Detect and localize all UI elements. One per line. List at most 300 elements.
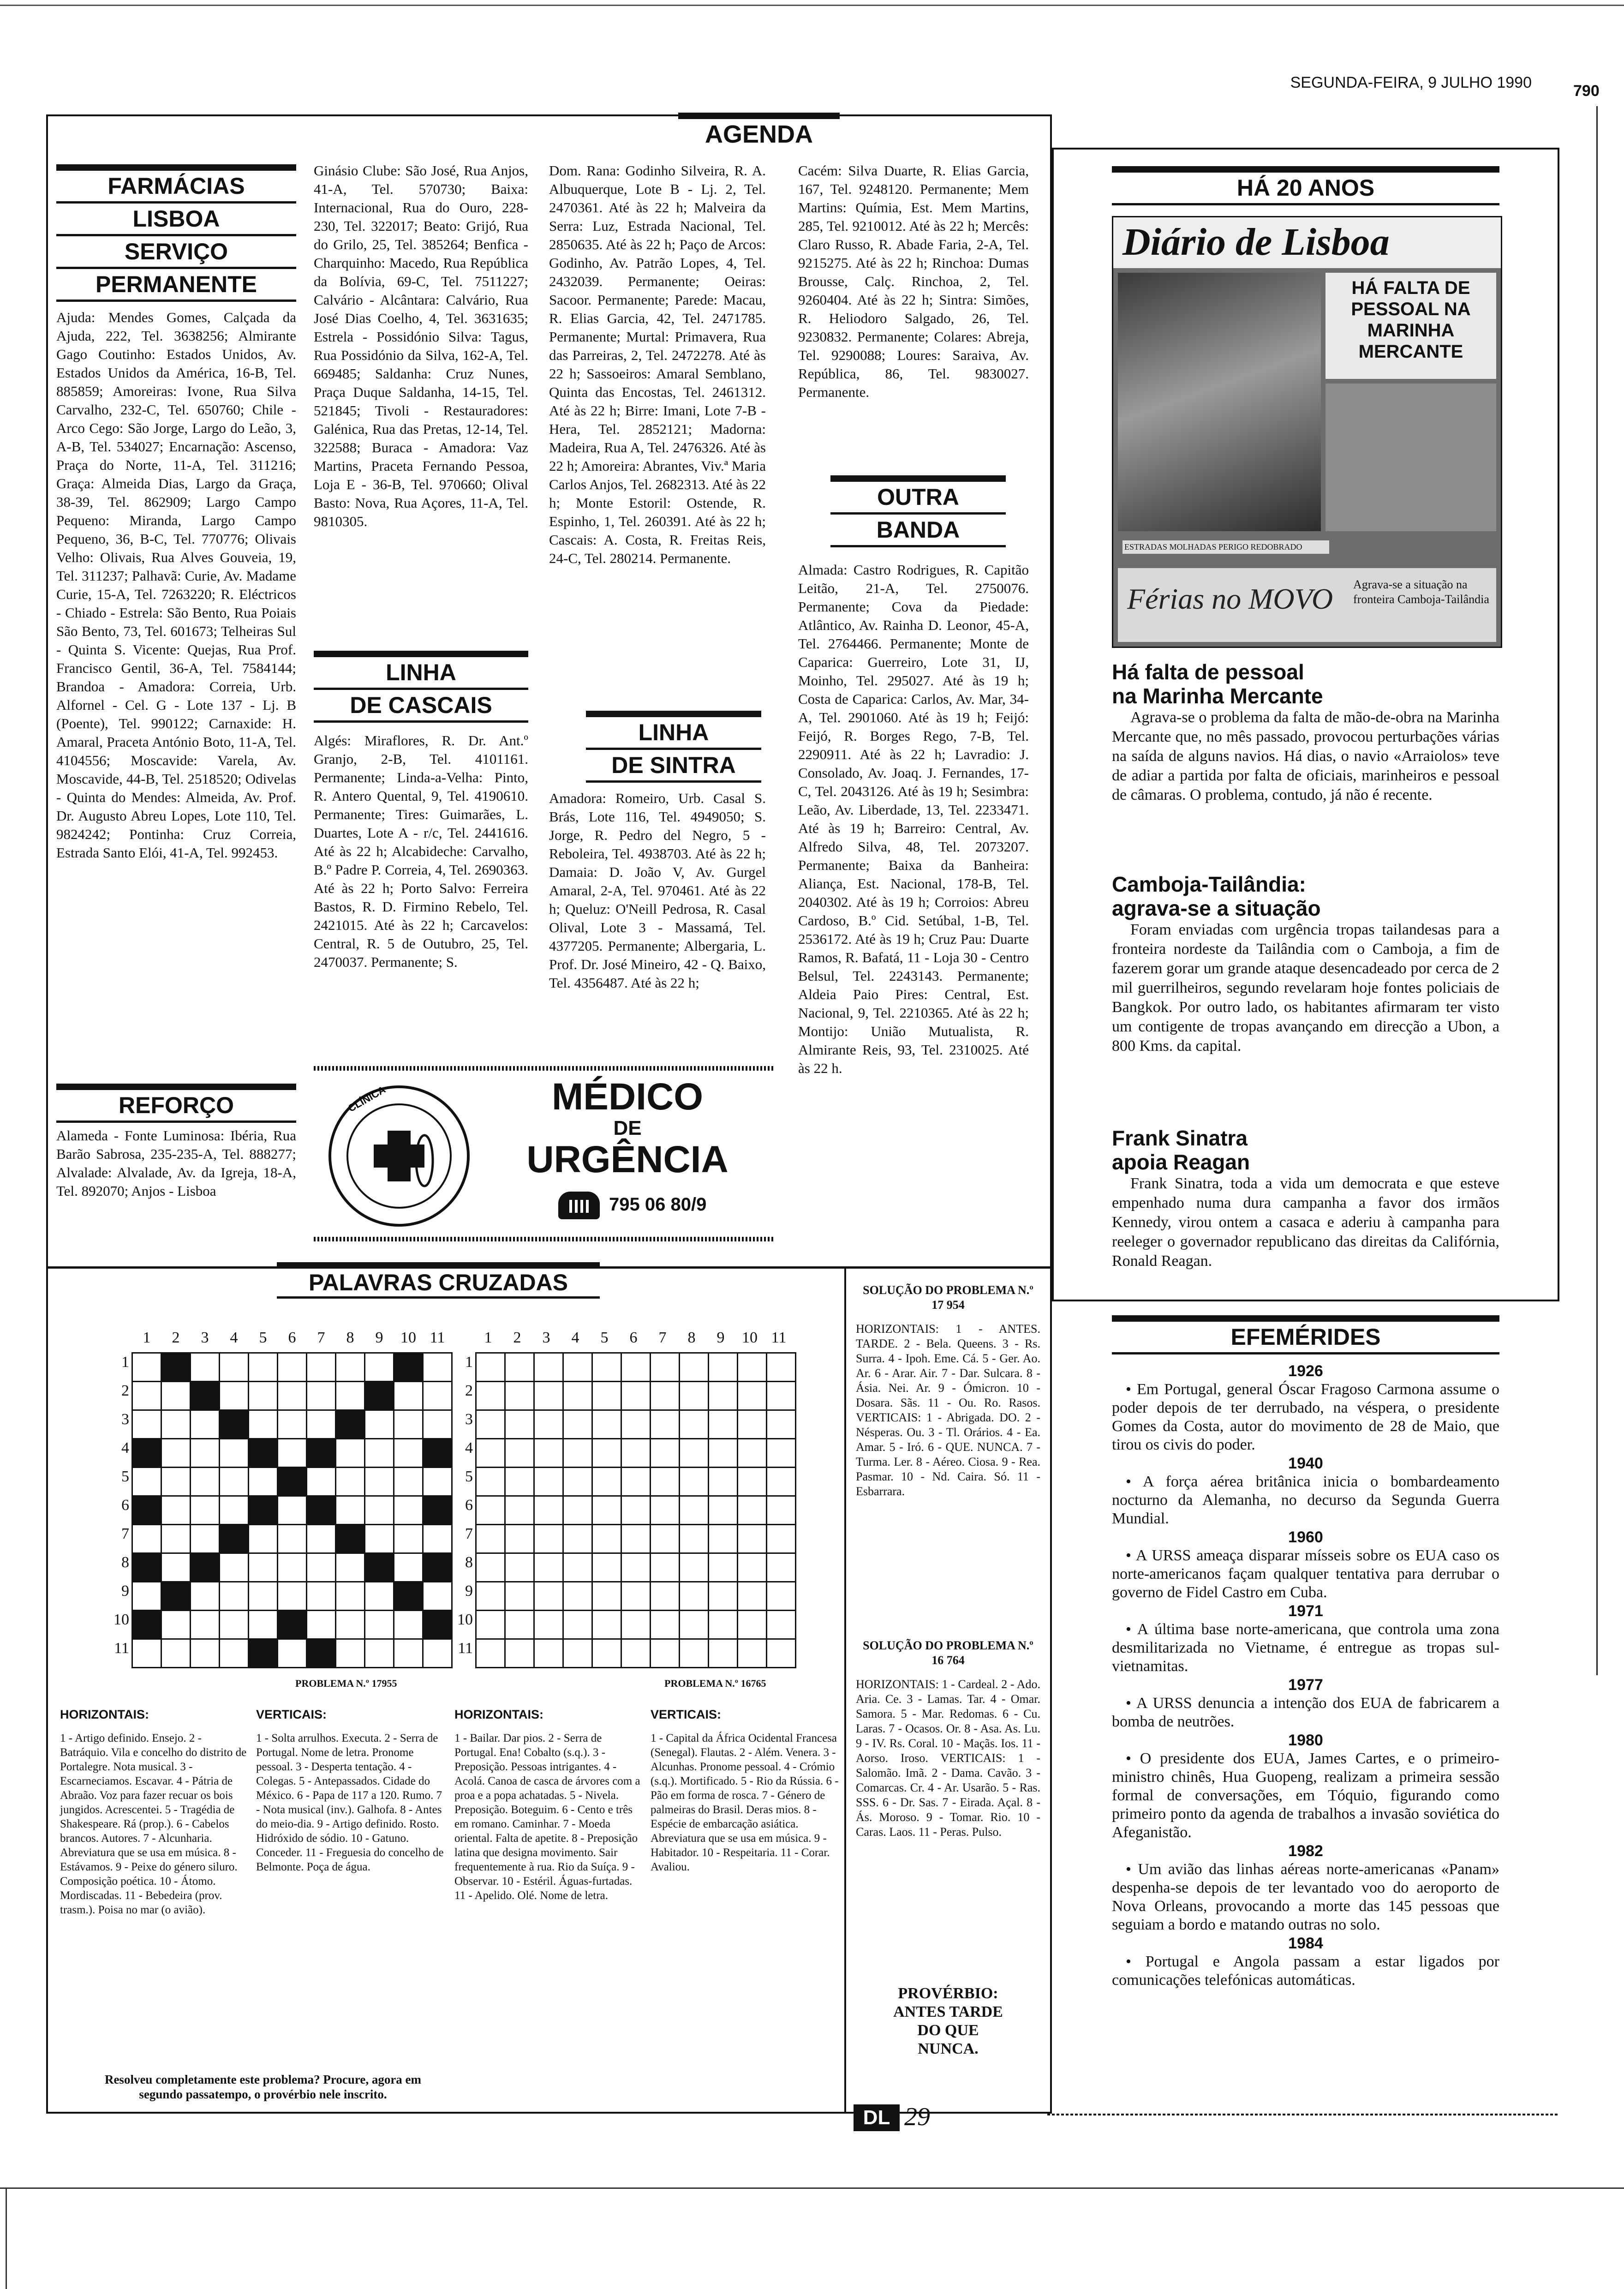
crossword-cell[interactable] <box>394 1496 423 1525</box>
crossword-cell[interactable] <box>132 1353 161 1382</box>
crossword-cell[interactable] <box>563 1582 592 1611</box>
crossword-cell[interactable] <box>249 1353 278 1382</box>
crossword-cell[interactable] <box>220 1553 249 1582</box>
efemerides-bottom-rule <box>1047 2114 1559 2115</box>
crossword-cell[interactable] <box>220 1382 249 1410</box>
crossword-cell[interactable] <box>476 1353 505 1382</box>
crossword-cell[interactable] <box>709 1439 738 1468</box>
crossword-cell[interactable] <box>220 1496 249 1525</box>
p1-horizontais <box>60 1708 249 1917</box>
crossword-cell[interactable] <box>621 1353 651 1382</box>
crossword-cell[interactable] <box>680 1382 709 1410</box>
crossword-cell[interactable] <box>191 1496 220 1525</box>
solucao-2-text: HORIZONTAIS: 1 - Cardeal. 2 - Ado. Aria. Ce. 3 - Lamas. Tar. 4 - Omar. Samora. 5 - Mar. Redomas. 6 - Cu. Laras. 7 - Ocasos. Or. 8 - Asa. As. Lu. 9 - IV. Rs. Coral. 10 - Maçãs. Ios. 11 - Aorso. Iroso. VERTICAIS: 1 - Salomão. Imã. 2 - Dama. Cavão. 3 - Comarcas. Cr. 4 - Ar. Usarão. 5 - Ras. SSS. 6 - Dr. Sas. 7 - Eirada. Açal. 8 - Ás. Moroso. 9 - Tomar. Rio. 10 - Caras. Laos. 11 - Peras. Pulso. <box>856 1678 1040 1839</box>
row-number: 2 <box>121 1382 129 1399</box>
article-2-headline-1: Camboja-Tailândia: <box>1112 872 1306 896</box>
crossword-cell[interactable] <box>132 1639 161 1668</box>
crossword-cell[interactable] <box>191 1639 220 1668</box>
column-number: 11 <box>430 1329 445 1346</box>
solucao-1-title: SOLUÇÃO DO PROBLEMA N.º 17 954 <box>863 1283 1033 1312</box>
crossword-cell[interactable] <box>161 1582 191 1611</box>
crossword-cell[interactable] <box>336 1639 365 1668</box>
crossword-grid-2[interactable] <box>475 1352 796 1668</box>
proverbio-line-1: ANTES TARDE <box>893 2003 1003 2020</box>
crossword-cell[interactable] <box>249 1611 278 1639</box>
cascais-title-2: DE CASCAIS <box>314 690 528 723</box>
crossword-cell[interactable] <box>592 1468 621 1496</box>
crossword-cell[interactable] <box>132 1382 161 1410</box>
crossword-cell[interactable] <box>307 1496 336 1525</box>
crossword-cell[interactable] <box>249 1382 278 1410</box>
crossword-cell[interactable] <box>621 1439 651 1468</box>
crossword-cell[interactable] <box>534 1439 563 1468</box>
crossword-cell[interactable] <box>132 1439 161 1468</box>
grid1-label: PROBLEMA N.º 17955 <box>295 1678 397 1689</box>
crossword-cell[interactable] <box>651 1611 680 1639</box>
crossword-cell[interactable] <box>278 1382 307 1410</box>
crossword-cell[interactable] <box>563 1611 592 1639</box>
crossword-cell[interactable] <box>278 1353 307 1382</box>
crossword-cell[interactable] <box>534 1582 563 1611</box>
crossword-cell[interactable] <box>592 1439 621 1468</box>
crossword-cell[interactable] <box>336 1582 365 1611</box>
crossword-cell[interactable] <box>621 1639 651 1668</box>
crossword-cell[interactable] <box>423 1639 452 1668</box>
crossword-cell[interactable] <box>365 1496 394 1525</box>
crossword-cell[interactable] <box>278 1639 307 1668</box>
crossword-cell[interactable] <box>680 1496 709 1525</box>
farmacias-title: FARMÁCIAS <box>56 164 296 204</box>
crossword-cell[interactable] <box>476 1468 505 1496</box>
crossword-cell[interactable] <box>709 1639 738 1668</box>
crossword-cell[interactable] <box>534 1382 563 1410</box>
crossword-cell[interactable] <box>476 1525 505 1553</box>
crossword-cell[interactable] <box>767 1496 796 1525</box>
crossword-cell[interactable] <box>423 1582 452 1611</box>
crossword-cell[interactable] <box>709 1382 738 1410</box>
crossword-cell[interactable] <box>249 1582 278 1611</box>
crossword-cell[interactable] <box>592 1639 621 1668</box>
crossword-cell[interactable] <box>220 1525 249 1553</box>
crossword-cell[interactable] <box>621 1410 651 1439</box>
crossword-cell[interactable] <box>476 1410 505 1439</box>
crossword-cell[interactable] <box>161 1553 191 1582</box>
page-corner-number: 790 <box>1573 82 1600 100</box>
crossword-cell[interactable] <box>423 1439 452 1468</box>
crossword-cell[interactable] <box>191 1611 220 1639</box>
crossword-cell[interactable] <box>767 1611 796 1639</box>
crossword-cell[interactable] <box>534 1468 563 1496</box>
crossword-cell[interactable] <box>651 1439 680 1468</box>
crossword-cell[interactable] <box>423 1553 452 1582</box>
crossword-cell[interactable] <box>680 1468 709 1496</box>
row-number: 6 <box>465 1497 473 1514</box>
crossword-cell[interactable] <box>651 1496 680 1525</box>
crossword-cell[interactable] <box>563 1410 592 1439</box>
crossword-cell[interactable] <box>365 1410 394 1439</box>
row-number: 7 <box>121 1525 129 1542</box>
crossword-cell[interactable] <box>563 1496 592 1525</box>
crossword-cell[interactable] <box>767 1382 796 1410</box>
crossword-cell[interactable] <box>621 1382 651 1410</box>
crossword-cell[interactable] <box>476 1439 505 1468</box>
crossword-cell[interactable] <box>220 1410 249 1439</box>
crossword-cell[interactable] <box>709 1410 738 1439</box>
crossword-cell[interactable] <box>365 1439 394 1468</box>
crossword-cell[interactable] <box>505 1410 534 1439</box>
urgencia-phone: 795 06 80/9 <box>609 1194 707 1215</box>
crossword-cell[interactable] <box>767 1468 796 1496</box>
crossword-cell[interactable] <box>394 1410 423 1439</box>
permanente-title: PERMANENTE <box>56 269 296 302</box>
clipping-lower-title: Férias no MOVO <box>1127 582 1333 615</box>
crossword-cell[interactable] <box>738 1439 767 1468</box>
crossword-cell[interactable] <box>365 1353 394 1382</box>
crossword-cell[interactable] <box>767 1553 796 1582</box>
crossword-cell[interactable] <box>505 1611 534 1639</box>
crossword-cell[interactable] <box>278 1410 307 1439</box>
crossword-cell[interactable] <box>191 1582 220 1611</box>
crossword-cell[interactable] <box>767 1439 796 1468</box>
crossword-cell[interactable] <box>336 1353 365 1382</box>
crossword-cell[interactable] <box>709 1611 738 1639</box>
column-number: 6 <box>288 1329 296 1346</box>
crossword-cell[interactable] <box>680 1611 709 1639</box>
crossword-cell[interactable] <box>423 1611 452 1639</box>
crossword-cell[interactable] <box>476 1582 505 1611</box>
row-number: 2 <box>465 1382 473 1399</box>
crossword-cell[interactable] <box>621 1611 651 1639</box>
row-number: 10 <box>457 1611 473 1628</box>
crossword-cell[interactable] <box>505 1553 534 1582</box>
crossword-cell[interactable] <box>505 1353 534 1382</box>
crossword-cell[interactable] <box>680 1525 709 1553</box>
crossword-cell[interactable] <box>423 1468 452 1496</box>
column-number: 8 <box>346 1329 354 1346</box>
crossword-cell[interactable] <box>161 1468 191 1496</box>
crossword-cell[interactable] <box>307 1611 336 1639</box>
crossword-cell[interactable] <box>709 1553 738 1582</box>
crossword-cell[interactable] <box>563 1525 592 1553</box>
crossword-cell[interactable] <box>307 1468 336 1496</box>
crossword-cell[interactable] <box>709 1496 738 1525</box>
crossword-cell[interactable] <box>423 1525 452 1553</box>
svg-text:CLÍNICA: CLÍNICA <box>346 1084 388 1115</box>
crossword-cell[interactable] <box>161 1611 191 1639</box>
crossword-cell[interactable] <box>423 1496 452 1525</box>
crossword-cell[interactable] <box>767 1410 796 1439</box>
row-number: 6 <box>121 1497 129 1514</box>
crossword-cell[interactable] <box>336 1525 365 1553</box>
crossword-cell[interactable] <box>738 1382 767 1410</box>
crossword-cell[interactable] <box>621 1582 651 1611</box>
crossword-cell[interactable] <box>278 1439 307 1468</box>
crossword-cell[interactable] <box>534 1496 563 1525</box>
crossword-cell[interactable] <box>249 1525 278 1553</box>
row-number: 9 <box>465 1582 473 1600</box>
crossword-cell[interactable] <box>336 1382 365 1410</box>
crossword-cell[interactable] <box>709 1468 738 1496</box>
column-number: 9 <box>375 1329 383 1346</box>
crossword-cell[interactable] <box>365 1382 394 1410</box>
crossword-cell[interactable] <box>307 1410 336 1439</box>
crossword-cell[interactable] <box>534 1553 563 1582</box>
urgencia-l3: URGÊNCIA <box>526 1139 728 1180</box>
crossword-cell[interactable] <box>132 1525 161 1553</box>
efemeride-text: • A última base norte-americana, que controla uma zona desmilitarizada no Vietname, é entregue as tropas sul-vietnamitas. <box>1112 1621 1499 1675</box>
crossword-cell[interactable] <box>336 1496 365 1525</box>
crossword-cell[interactable] <box>592 1611 621 1639</box>
crossword-cell[interactable] <box>307 1382 336 1410</box>
crossword-cell[interactable] <box>534 1525 563 1553</box>
crossword-cell[interactable] <box>423 1410 452 1439</box>
crossword-cell[interactable] <box>307 1553 336 1582</box>
column-number: 5 <box>600 1329 609 1346</box>
crossword-cell[interactable] <box>767 1525 796 1553</box>
crossword-cell[interactable] <box>423 1353 452 1382</box>
crossword-grid-1[interactable] <box>131 1352 453 1668</box>
urgencia-l2: DE <box>613 1117 642 1139</box>
crossword-cell[interactable] <box>651 1553 680 1582</box>
crossword-cell[interactable] <box>365 1468 394 1496</box>
crossword-cell[interactable] <box>220 1353 249 1382</box>
crossword-cell[interactable] <box>220 1439 249 1468</box>
crossword-cell[interactable] <box>278 1525 307 1553</box>
crossword-cell[interactable] <box>307 1639 336 1668</box>
crossword-cell[interactable] <box>476 1382 505 1410</box>
crossword-cell[interactable] <box>709 1353 738 1382</box>
crossword-cell[interactable] <box>767 1582 796 1611</box>
crossword-cell[interactable] <box>505 1582 534 1611</box>
crossword-cell[interactable] <box>592 1496 621 1525</box>
crossword-cell[interactable] <box>651 1525 680 1553</box>
crossword-cell[interactable] <box>621 1468 651 1496</box>
crossword-cell[interactable] <box>423 1382 452 1410</box>
crossword-cell[interactable] <box>249 1639 278 1668</box>
crossword-cell[interactable] <box>680 1410 709 1439</box>
clipping-photo <box>1118 273 1321 531</box>
grid2-label: PROBLEMA N.º 16765 <box>664 1678 766 1689</box>
proverbio-line-2: DO QUE <box>917 2022 979 2039</box>
crossword-cell[interactable] <box>220 1582 249 1611</box>
crossword-cell[interactable] <box>278 1582 307 1611</box>
crossword-cell[interactable] <box>592 1382 621 1410</box>
crossword-cell[interactable] <box>592 1353 621 1382</box>
crossword-cell[interactable] <box>191 1525 220 1553</box>
ha20-article-2 <box>1112 872 1499 1056</box>
crossword-cell[interactable] <box>563 1382 592 1410</box>
row-number: 9 <box>121 1582 129 1600</box>
crossword-cell[interactable] <box>191 1382 220 1410</box>
crossword-cell[interactable] <box>505 1439 534 1468</box>
top-rule <box>0 5 1624 6</box>
column-number: 3 <box>542 1329 550 1346</box>
crossword-cell[interactable] <box>161 1496 191 1525</box>
crossword-cell[interactable] <box>336 1439 365 1468</box>
crossword-cell[interactable] <box>738 1611 767 1639</box>
crossword-cell[interactable] <box>738 1582 767 1611</box>
crossword-cell[interactable] <box>709 1582 738 1611</box>
crossword-cell[interactable] <box>767 1353 796 1382</box>
crossword-cell[interactable] <box>307 1353 336 1382</box>
crossword-cell[interactable] <box>738 1496 767 1525</box>
crossword-cell[interactable] <box>278 1468 307 1496</box>
crossword-cell[interactable] <box>161 1353 191 1382</box>
crossword-cell[interactable] <box>161 1639 191 1668</box>
crossword-cell[interactable] <box>249 1439 278 1468</box>
crossword-cell[interactable] <box>307 1439 336 1468</box>
crossword-cell[interactable] <box>191 1410 220 1439</box>
crossword-cell[interactable] <box>534 1639 563 1668</box>
crossword-cell[interactable] <box>651 1582 680 1611</box>
crossword-cell[interactable] <box>651 1468 680 1496</box>
crossword-cell[interactable] <box>505 1496 534 1525</box>
clipping-masthead: Diário de Lisboa <box>1122 221 1390 264</box>
crossword-cell[interactable] <box>534 1410 563 1439</box>
crossword-cell[interactable] <box>307 1525 336 1553</box>
crossword-cell[interactable] <box>651 1639 680 1668</box>
column-number: 2 <box>513 1329 521 1346</box>
crossword-cell[interactable] <box>278 1496 307 1525</box>
crossword-cell[interactable] <box>161 1410 191 1439</box>
crossword-cell[interactable] <box>394 1553 423 1582</box>
crossword-cell[interactable] <box>738 1553 767 1582</box>
crossword-cell[interactable] <box>220 1639 249 1668</box>
crossword-cell[interactable] <box>278 1553 307 1582</box>
crossword-cell[interactable] <box>394 1468 423 1496</box>
column-number: 1 <box>484 1329 492 1346</box>
crossword-cell[interactable] <box>476 1553 505 1582</box>
crossword-cell[interactable] <box>132 1410 161 1439</box>
crossword-cell[interactable] <box>394 1525 423 1553</box>
crossword-cell[interactable] <box>680 1582 709 1611</box>
crossword-cell[interactable] <box>220 1468 249 1496</box>
crossword-cell[interactable] <box>307 1582 336 1611</box>
crossword-cell[interactable] <box>476 1611 505 1639</box>
ha20-article-1 <box>1112 660 1499 805</box>
crossword-cell[interactable] <box>191 1553 220 1582</box>
crossword-cell[interactable] <box>680 1439 709 1468</box>
crossword-cell[interactable] <box>621 1553 651 1582</box>
column-number: 7 <box>317 1329 325 1346</box>
crossword-cell[interactable] <box>249 1496 278 1525</box>
article-2-body: Foram enviadas com urgência tropas tailandesas para a fronteira nordeste da Tailândia com o Camboja, a fim de fazerem gorar um grande ataque desencadeado por cerca de 2 mil guerrilheiros, segundo revelaram hoje fontes policiais de Bangkok. Por outro lado, os habitantes afirmaram ter visto um contigente de tropas avançando em direcção a Ubon, a 800 Kms. da capital. <box>1112 921 1499 1055</box>
crossword-cell[interactable] <box>336 1468 365 1496</box>
efemerides-list <box>1112 1362 1499 1989</box>
proverbio-line-3: NUNCA. <box>918 2040 979 2057</box>
crossword-cell[interactable] <box>563 1639 592 1668</box>
crossword-cell[interactable] <box>738 1353 767 1382</box>
crossword-cell[interactable] <box>505 1525 534 1553</box>
crossword-cell[interactable] <box>365 1582 394 1611</box>
crossword-cell[interactable] <box>191 1439 220 1468</box>
crossword-cell[interactable] <box>505 1639 534 1668</box>
crossword-cell[interactable] <box>365 1525 394 1553</box>
crossword-cell[interactable] <box>709 1525 738 1553</box>
crossword-cell[interactable] <box>534 1353 563 1382</box>
crossword-cell[interactable] <box>336 1611 365 1639</box>
crossword-cell[interactable] <box>651 1410 680 1439</box>
crossword-cell[interactable] <box>592 1582 621 1611</box>
crossword-cell[interactable] <box>394 1353 423 1382</box>
crossword-cell[interactable] <box>394 1382 423 1410</box>
crossword-cell[interactable] <box>132 1582 161 1611</box>
crossword-cell[interactable] <box>365 1611 394 1639</box>
column-number: 10 <box>400 1329 416 1346</box>
crossword-cell[interactable] <box>505 1382 534 1410</box>
crossword-cell[interactable] <box>191 1468 220 1496</box>
ha20-section <box>1112 166 1499 205</box>
crossword-cell[interactable] <box>161 1382 191 1410</box>
crossword-cell[interactable] <box>132 1496 161 1525</box>
crossword-cell[interactable] <box>563 1353 592 1382</box>
crossword-cell[interactable] <box>563 1439 592 1468</box>
crossword-cell[interactable] <box>476 1496 505 1525</box>
crossword-cell[interactable] <box>394 1639 423 1668</box>
agenda-title: AGENDA <box>678 113 840 149</box>
crossword-cell[interactable] <box>476 1639 505 1668</box>
crossword-cell[interactable] <box>592 1410 621 1439</box>
crossword-cell[interactable] <box>563 1553 592 1582</box>
crossword-cell[interactable] <box>336 1553 365 1582</box>
crossword-cell[interactable] <box>738 1525 767 1553</box>
crossword-cell[interactable] <box>394 1582 423 1611</box>
urgencia-ad-top-rule <box>314 1066 775 1071</box>
crossword-cell[interactable] <box>191 1353 220 1382</box>
crossword-cell[interactable] <box>592 1525 621 1553</box>
crossword-cell[interactable] <box>592 1553 621 1582</box>
crossword-cell[interactable] <box>336 1410 365 1439</box>
crossword-cell[interactable] <box>132 1611 161 1639</box>
crossword-cell[interactable] <box>680 1553 709 1582</box>
sintra-listing: Amadora: Romeiro, Urb. Casal S. Brás, Lote 116, Tel. 4949050; S. Jorge, R. Pedro del Negro, 5 - Reboleira, Tel. 4938703. Até às 22 h; Damaia: D. João V, Av. Gurgel Amaral, 2-A, Tel. 970461. Até às 22 h; Queluz: O'Neill Pedrosa, R. Casal Olival, Lote 3 - Massamá, Tel. 4377205. Permanente; Albergaria, L. Prof. Dr. José Mineiro, 42 - Q. Baixo, Tel. 4356487. Até às 22 h; <box>549 790 766 991</box>
footer-page-number: 29 <box>904 2103 930 2131</box>
crossword-cell[interactable] <box>278 1611 307 1639</box>
crossword-cell[interactable] <box>738 1410 767 1439</box>
clinic-logo-icon <box>323 1080 475 1232</box>
crossword-cell[interactable] <box>249 1468 278 1496</box>
crossword-cell[interactable] <box>132 1468 161 1496</box>
servico-title: SERVIÇO <box>56 236 296 269</box>
crossword-cell[interactable] <box>394 1611 423 1639</box>
crossword-cell[interactable] <box>249 1553 278 1582</box>
crossword-cell[interactable] <box>767 1639 796 1668</box>
left-page-edge <box>6 2187 7 2289</box>
crossword-cell[interactable] <box>738 1468 767 1496</box>
crossword-cell[interactable] <box>680 1353 709 1382</box>
urgencia-ad <box>314 1066 775 1241</box>
crossword-cell[interactable] <box>220 1611 249 1639</box>
crossword-cell[interactable] <box>161 1525 191 1553</box>
crossword-cell[interactable] <box>680 1639 709 1668</box>
crossword-cell[interactable] <box>651 1353 680 1382</box>
crossword-cell[interactable] <box>621 1496 651 1525</box>
crossword-cell[interactable] <box>651 1382 680 1410</box>
crossword-cell[interactable] <box>161 1439 191 1468</box>
crossword-cell[interactable] <box>132 1553 161 1582</box>
crossword-cell[interactable] <box>394 1439 423 1468</box>
crossword-cell[interactable] <box>505 1468 534 1496</box>
column-number: 10 <box>742 1329 758 1346</box>
crossword-cell[interactable] <box>621 1525 651 1553</box>
row-number: 10 <box>113 1611 129 1628</box>
crossword-cell[interactable] <box>563 1468 592 1496</box>
crossword-cell[interactable] <box>365 1553 394 1582</box>
crossword-cell[interactable] <box>534 1611 563 1639</box>
crossword-cell[interactable] <box>365 1639 394 1668</box>
crossword-cell[interactable] <box>249 1410 278 1439</box>
crossword-cell[interactable] <box>738 1639 767 1668</box>
